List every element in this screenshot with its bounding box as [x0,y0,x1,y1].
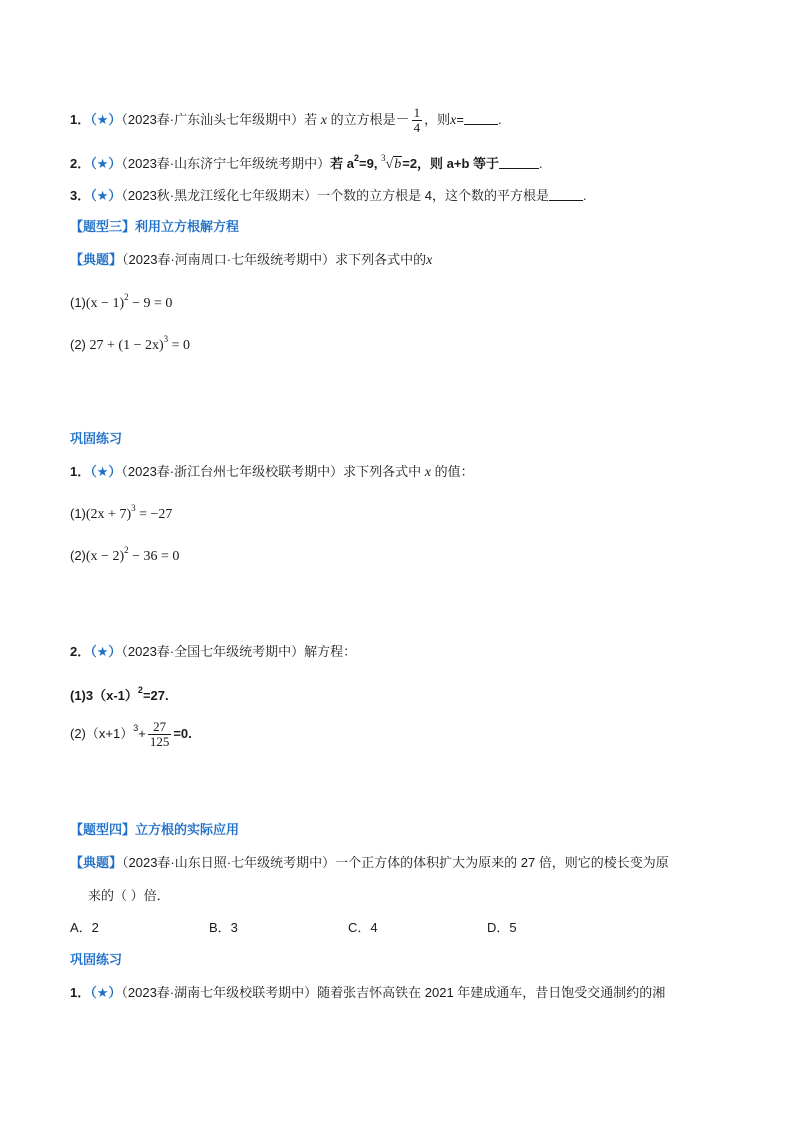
option-d[interactable]: D．5 [487,920,517,935]
question-number: 1． [70,111,91,127]
question-source: （2023春·河南周口·七年级统考期中） [122,252,336,267]
example-4-line-1 [70,853,669,873]
question-number: 3． [70,188,91,203]
practice-question-1 [70,462,474,483]
part-label: (2) [70,726,86,741]
question-source: （2023春·湖南七年级校联考期中） [121,985,318,1000]
section-title-4: 【题型四】立方根的实际应用 [70,822,240,837]
question-source: （2023春·山东日照·七年级统考期中） [122,855,336,870]
root-index: 3 [381,153,386,163]
example-3 [70,250,432,271]
question-end: . [497,111,502,127]
question-text: 若 a [330,156,354,171]
answer-blank[interactable] [499,155,539,169]
math-expression: = 0 [168,338,191,353]
difficulty-star: （★） [90,188,122,203]
math-sign: － [395,112,410,128]
difficulty-star: （★） [90,985,122,1000]
example-tag: 【典题】 [70,252,123,267]
practice-2-part-1 [70,680,169,706]
math-operator: + [138,726,146,741]
question-text: =9, [359,156,382,171]
math-expression: (x − 1) [85,296,125,311]
math-expression: (x − 2) [85,549,125,564]
difficulty-star: （★） [90,156,122,171]
question-source: （2023春·全国七年级统考期中） [121,644,305,659]
difficulty-star: （★） [90,464,122,479]
question-text: ，则 [424,111,451,127]
fraction-numerator: 27 [148,720,172,735]
question-source: （2023春·广东汕头七年级期中） [121,111,305,127]
math-expression: 27 + (1 − 2x) [89,338,164,353]
math-variable: x [320,112,327,128]
question-text: 求下列各式中的 [335,252,427,267]
fraction [412,106,423,135]
example-3-part-1 [70,287,172,314]
practice-title: 巩固练习 [70,431,123,446]
question-number: 1． [70,464,91,479]
exponent: 3 [131,503,136,513]
question-number: 2． [70,644,91,659]
part-label: (2) [70,548,86,563]
answer-blank[interactable] [549,187,583,201]
math-expression: =27. [142,688,169,703]
example-3-part-2 [70,329,190,356]
part-label: (1) [70,506,86,521]
question-text: =2，则 a+b 等于 [402,156,500,171]
practice-1-part-2 [70,540,179,567]
difficulty-star: （★） [90,111,122,127]
math-expression: （x-1） [93,688,138,703]
math-expression: (2x + 7) [85,507,132,522]
exponent: 3 [133,723,139,733]
question-end: . [539,156,543,171]
difficulty-star: （★） [90,644,122,659]
math-expression: − 36 = 0 [128,549,180,564]
question-text: 解方程： [304,644,357,659]
example-4-line-2: 来的（ ）倍． [88,888,170,903]
question-text: 求下列各式中 [343,464,422,479]
exponent: 2 [353,153,359,163]
practice-title: 巩固练习 [70,952,123,967]
question-text: 随着张吉怀高铁在 2021 年建成通车，昔日饱受交通制约的湘 [317,985,666,1000]
fraction-denominator: 125 [149,734,170,750]
part-label: (1)3 [70,688,94,703]
math-variable: x [450,112,457,128]
exponent: 2 [124,545,129,555]
question-text: 一个数的立方根是 4，这个数的平方根是 [317,188,549,203]
practice-1-part-1 [70,498,172,525]
cube-root [381,153,402,172]
option-a[interactable]: A．2 [70,920,99,935]
fraction-denominator: 4 [413,120,421,135]
radicand: b [394,157,402,172]
math-variable: x [426,253,433,268]
question-number: 1． [70,985,91,1000]
part-label: (1) [70,295,86,310]
question-1 [70,106,502,135]
practice-2-part-2 [70,718,192,749]
question-3 [70,186,587,206]
fraction [148,720,172,749]
question-source: （2023春·山东济宁七年级统考期中） [121,156,331,171]
answer-blank[interactable] [464,111,498,125]
radical-sign: √ [385,157,394,172]
exponent: 3 [163,334,169,344]
practice-question-3 [70,983,665,1003]
option-c[interactable]: C．4 [348,920,378,935]
question-source: （2023春·浙江台州七年级校联考期中） [121,464,344,479]
question-source: （2023秋·黑龙江绥化七年级期末） [121,188,318,203]
question-2 [70,148,543,175]
math-expression: − 9 = 0 [128,296,173,311]
question-number: 2． [70,156,91,171]
question-end: . [582,188,587,203]
question-text: 的值： [434,464,474,479]
math-expression: =0. [173,726,192,741]
question-text: 若 [304,111,318,127]
question-text: 的立方根是 [330,111,396,127]
exponent: 2 [137,685,143,695]
math-expression: = −27 [135,507,173,522]
part-label: (2) [70,337,86,352]
section-title-3: 【题型三】利用立方根解方程 [70,219,240,234]
question-text: 一个正方体的体积扩大为原来的 27 倍，则它的棱长变为原 [335,855,669,870]
question-text: = [456,111,464,127]
math-variable: x [424,465,431,480]
math-expression: （x+1） [85,726,134,741]
practice-question-2 [70,642,356,662]
exponent: 2 [124,292,129,302]
fraction-numerator: 1 [413,105,421,120]
example-tag: 【典题】 [70,855,123,870]
option-b[interactable]: B．3 [209,920,238,935]
